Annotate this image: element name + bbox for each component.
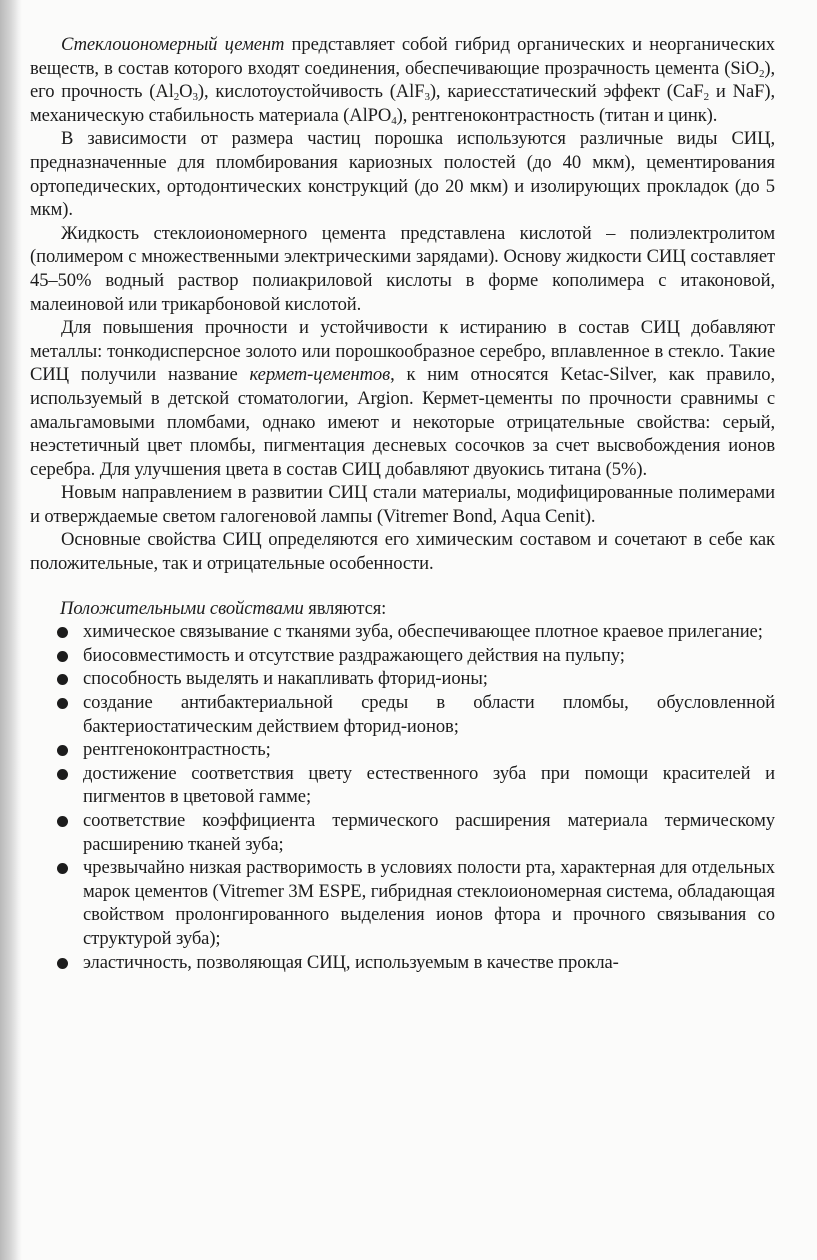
list-item-text: достижение соответствия цвету естественного зуба при помощи красителей и пигментов в цветовой гамме;	[83, 762, 775, 808]
list-item	[83, 620, 775, 644]
bullet-icon	[57, 863, 68, 874]
subscript: 3	[424, 91, 430, 104]
term-positive-properties: Положительными свойствами	[60, 597, 304, 619]
paragraph-cermet	[30, 316, 775, 481]
bullet-icon	[57, 745, 68, 756]
bullet-icon	[57, 698, 68, 709]
bullet-icon	[57, 816, 68, 827]
text-run: ), его прочность (Al	[30, 57, 775, 103]
subscript: 2	[703, 91, 709, 104]
paragraph-liquid: Жидкость стеклоиономерного цемента представлена кислотой – полиэлектролитом (полимером с множественными электрическими зарядами). Основу жидкости СИЦ составляет 45–50% водный раствор полиакриловой кислоты в форме кополимера с итаконовой, малеиновой или трикарбоновой кислотой.	[30, 222, 775, 315]
paragraph-composition	[30, 33, 775, 127]
paragraph-new-direction: Новым направлением в развитии СИЦ стали материалы, модифицированные полимерами и отверждаемые светом галогеновой лампы (Vitremer Bond, Aqua Cenit).	[30, 482, 775, 527]
positive-properties-lead	[30, 597, 775, 621]
list-item	[83, 738, 775, 762]
book-page	[30, 33, 775, 974]
list-item-text: рентгеноконтрастность;	[83, 739, 271, 761]
text-run: , к ним относятся Ketac-Silver, как правило, используемый в детской стоматологии, Argion. Кермет-цементы по прочности сравнимы с амальгамовыми пломбами, однако имеют и некоторые отрицательные свойства: серый, неэстетичный цвет пломбы, пигментация десневых сосочков за счет высвобождения ионов серебра. Для улучшения цвета в состав СИЦ добавляют двуокись титана (5%).	[30, 364, 776, 480]
text-run: являются:	[303, 597, 387, 619]
scan-gutter-shadow	[0, 0, 22, 1260]
bullet-icon	[57, 651, 68, 662]
text-run: ), кариесстатический эффект (CaF	[429, 81, 704, 103]
list-item	[83, 856, 775, 950]
text-run: представляет собой гибрид органических и неорганических веществ, в состав которого входят соединения, обеспечивающие прозрачность цемента (SiO	[30, 34, 776, 79]
bullet-icon	[57, 958, 68, 969]
list-item	[83, 809, 775, 856]
list-item	[83, 644, 775, 668]
subscript: 3	[192, 91, 198, 104]
text-run: ), кислотоустойчивость (AlF	[197, 81, 425, 103]
list-item-text: создание антибактериальной среды в области пломбы, обусловленной бактериостатическим действием фторид-ионов;	[83, 692, 775, 737]
text-run: ), рентгеноконтрастность (титан и цинк).	[396, 104, 718, 126]
list-item-text: эластичность, позволяющая СИЦ, используемым в качестве прокла-	[83, 951, 619, 973]
bullet-icon	[57, 769, 68, 780]
subscript: 4	[391, 114, 397, 127]
bullet-icon	[57, 674, 68, 685]
list-item-text: химическое связывание с тканями зуба, обеспечивающее плотное краевое прилегание;	[83, 621, 763, 643]
text-run: и NaF), механическую стабильность материала (AlPO	[30, 81, 775, 126]
list-item-text: биосовместимость и отсутствие раздражающего действия на пульпу;	[83, 644, 625, 666]
list-item	[83, 667, 775, 691]
list-item-text: чрезвычайно низкая растворимость в условиях полости рта, характерная для отдельных марок цементов (Vitremer 3M ESPE, гибридная стеклоиономерная система, обладающая свойством пролонгированного выделения ионов фтора и прочного связывания со структурой зуба);	[83, 857, 775, 949]
term-cermet-cements: кермет-цементов	[249, 364, 391, 386]
section-spacer	[30, 576, 775, 597]
bullet-icon	[57, 627, 68, 638]
subscript: 2	[173, 91, 180, 104]
positive-properties-list	[30, 620, 775, 974]
text-run: Для повышения прочности и устойчивости к истиранию в состав СИЦ добавляют металлы: тонкодисперсное золото или порошкообразное серебро, вплавленное в стекло. Такие СИЦ получили название	[30, 317, 775, 386]
list-item-text: соответствие коэффициента термического расширения материала термическому расширению тканей зуба;	[83, 810, 775, 855]
list-item-text: способность выделять и накапливать фторид-ионы;	[83, 668, 488, 690]
list-item	[83, 762, 775, 809]
list-item	[83, 691, 775, 738]
paragraph-main-properties: Основные свойства СИЦ определяются его химическим составом и сочетают в себе как положительные, так и отрицательные особенности.	[30, 529, 775, 575]
paragraph-particle-size: В зависимости от размера частиц порошка используются различные виды СИЦ, предназначенные для пломбирования кариозных полостей (до 40 мкм), цементирования ортопедических, ортодонтических конструкций (до 20 мкм) и изолирующих прокладок (до 5 мкм).	[30, 128, 775, 221]
text-run: O	[179, 81, 193, 103]
term-glass-ionomer-cement: Стеклоиономерный цемент	[61, 34, 285, 55]
list-item	[83, 951, 775, 975]
subscript: 2	[758, 67, 765, 80]
